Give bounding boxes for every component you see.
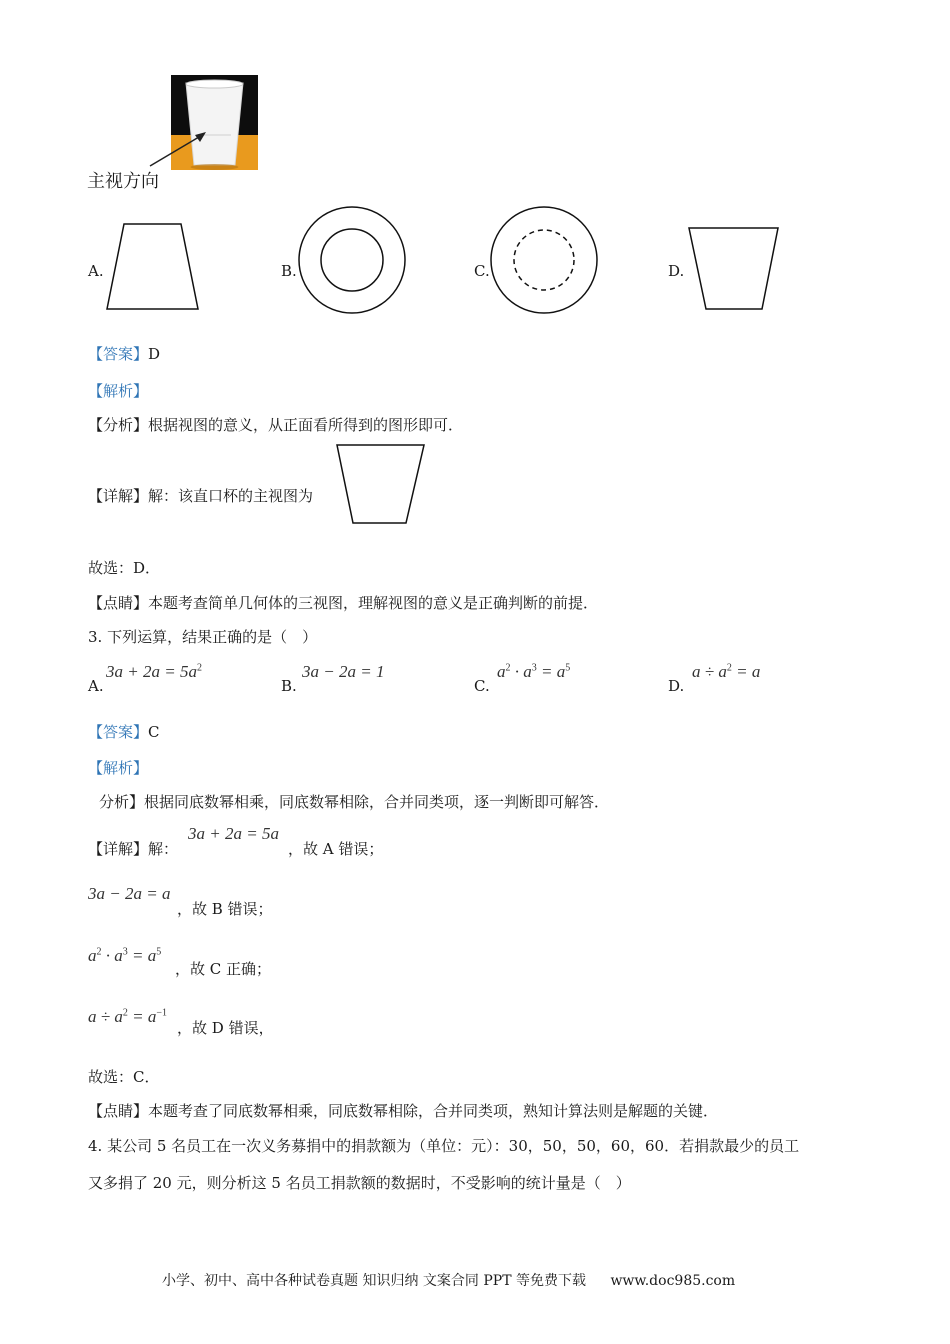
q3-option-b-letter: B. bbox=[281, 677, 297, 695]
xiangjie-2-prefix: 【详解】解： bbox=[88, 840, 179, 858]
step1-text: ，故 A 错误； bbox=[288, 840, 384, 858]
q3-option-a-letter: A. bbox=[88, 677, 104, 695]
option-b-letter: B. bbox=[281, 262, 297, 280]
front-view-trapezoid bbox=[336, 444, 426, 526]
dianjing-2: 【点睛】本题考查了同底数幂相乘，同底数幂相除，合并同类项，熟知计算法则是解题的关键． bbox=[88, 1102, 719, 1120]
dianjing-1: 【点睛】本题考查简单几何体的三视图，理解视图的意义是正确判断的前提． bbox=[88, 594, 599, 612]
xiangjie-1: 【详解】解：该直口杯的主视图为 bbox=[88, 487, 314, 505]
fenxi-2: 分析】根据同底数幂相乘，同底数幂相除，合并同类项，逐一判断即可解答． bbox=[99, 793, 610, 811]
q4-line-1: 4. 某公司 5 名员工在一次义务募捐中的捐款额为（单位：元）：30，50，50，60，60．若捐款最少的员工 bbox=[88, 1137, 800, 1155]
option-a-trapezoid bbox=[106, 223, 201, 311]
step4-text: ，故 D 错误， bbox=[177, 1019, 274, 1037]
step3-math: $a^2 \cdot a^3 = a^5$ bbox=[88, 946, 162, 965]
q3-option-b-math: 3a − 2a = 1 bbox=[302, 662, 385, 681]
q3-option-d-math: $a \div a^2 = a$ bbox=[692, 662, 761, 681]
guxuan-2: 故选：C． bbox=[88, 1068, 160, 1086]
option-d-letter: D. bbox=[668, 262, 685, 280]
step2-text: ，故 B 错误； bbox=[177, 900, 273, 918]
q3-stem: 3. 下列运算，结果正确的是（ ） bbox=[88, 628, 318, 646]
option-c-letter: C. bbox=[474, 262, 490, 280]
guxuan-1: 故选：D． bbox=[88, 559, 161, 577]
fenxi-1: 【分析】根据视图的意义，从正面看所得到的图形即可． bbox=[88, 416, 464, 434]
step2-math: 3a − 2a = a bbox=[88, 884, 171, 903]
option-a-letter: A. bbox=[88, 262, 104, 280]
answer-line-2 bbox=[88, 722, 160, 742]
step1-math: 3a + 2a = 5a bbox=[188, 824, 279, 843]
answer-value: D bbox=[148, 345, 161, 363]
footer-text: 小学、初中、高中各种试卷真题 知识归纳 文案合同 PPT 等免费下载 bbox=[162, 1273, 586, 1289]
answer-value-2: C bbox=[148, 723, 160, 741]
q3-option-d-letter: D. bbox=[668, 677, 685, 695]
jiexi-tag-1: 【解析】 bbox=[88, 382, 149, 400]
footer bbox=[162, 1270, 735, 1290]
step4-math: $a \div a^2 = a^{-1}$ bbox=[88, 1007, 167, 1026]
answer-tag-2: 【答案】 bbox=[88, 723, 149, 741]
option-b-circles bbox=[298, 206, 408, 316]
option-d-trapezoid bbox=[688, 227, 780, 311]
footer-url[interactable]: www.doc985.com bbox=[610, 1273, 736, 1289]
q3-option-a-math: $3a + 2a = 5a^2$ bbox=[106, 662, 202, 681]
step3-text: ，故 C 正确； bbox=[175, 960, 272, 978]
q4-line-2: 又多捐了 20 元，则分析这 5 名员工捐款额的数据时，不受影响的统计量是（ ） bbox=[88, 1174, 631, 1192]
q3-option-c-math: $a^2 \cdot a^3 = a^5$ bbox=[497, 662, 571, 681]
view-direction-arrow-icon bbox=[0, 0, 950, 200]
answer-line-1 bbox=[88, 344, 160, 364]
jiexi-tag-2: 【解析】 bbox=[88, 759, 149, 777]
answer-tag: 【答案】 bbox=[88, 345, 149, 363]
view-direction-label: 主视方向 bbox=[87, 171, 159, 192]
q3-option-c-letter: C. bbox=[474, 677, 490, 695]
option-c-circles bbox=[490, 206, 600, 316]
